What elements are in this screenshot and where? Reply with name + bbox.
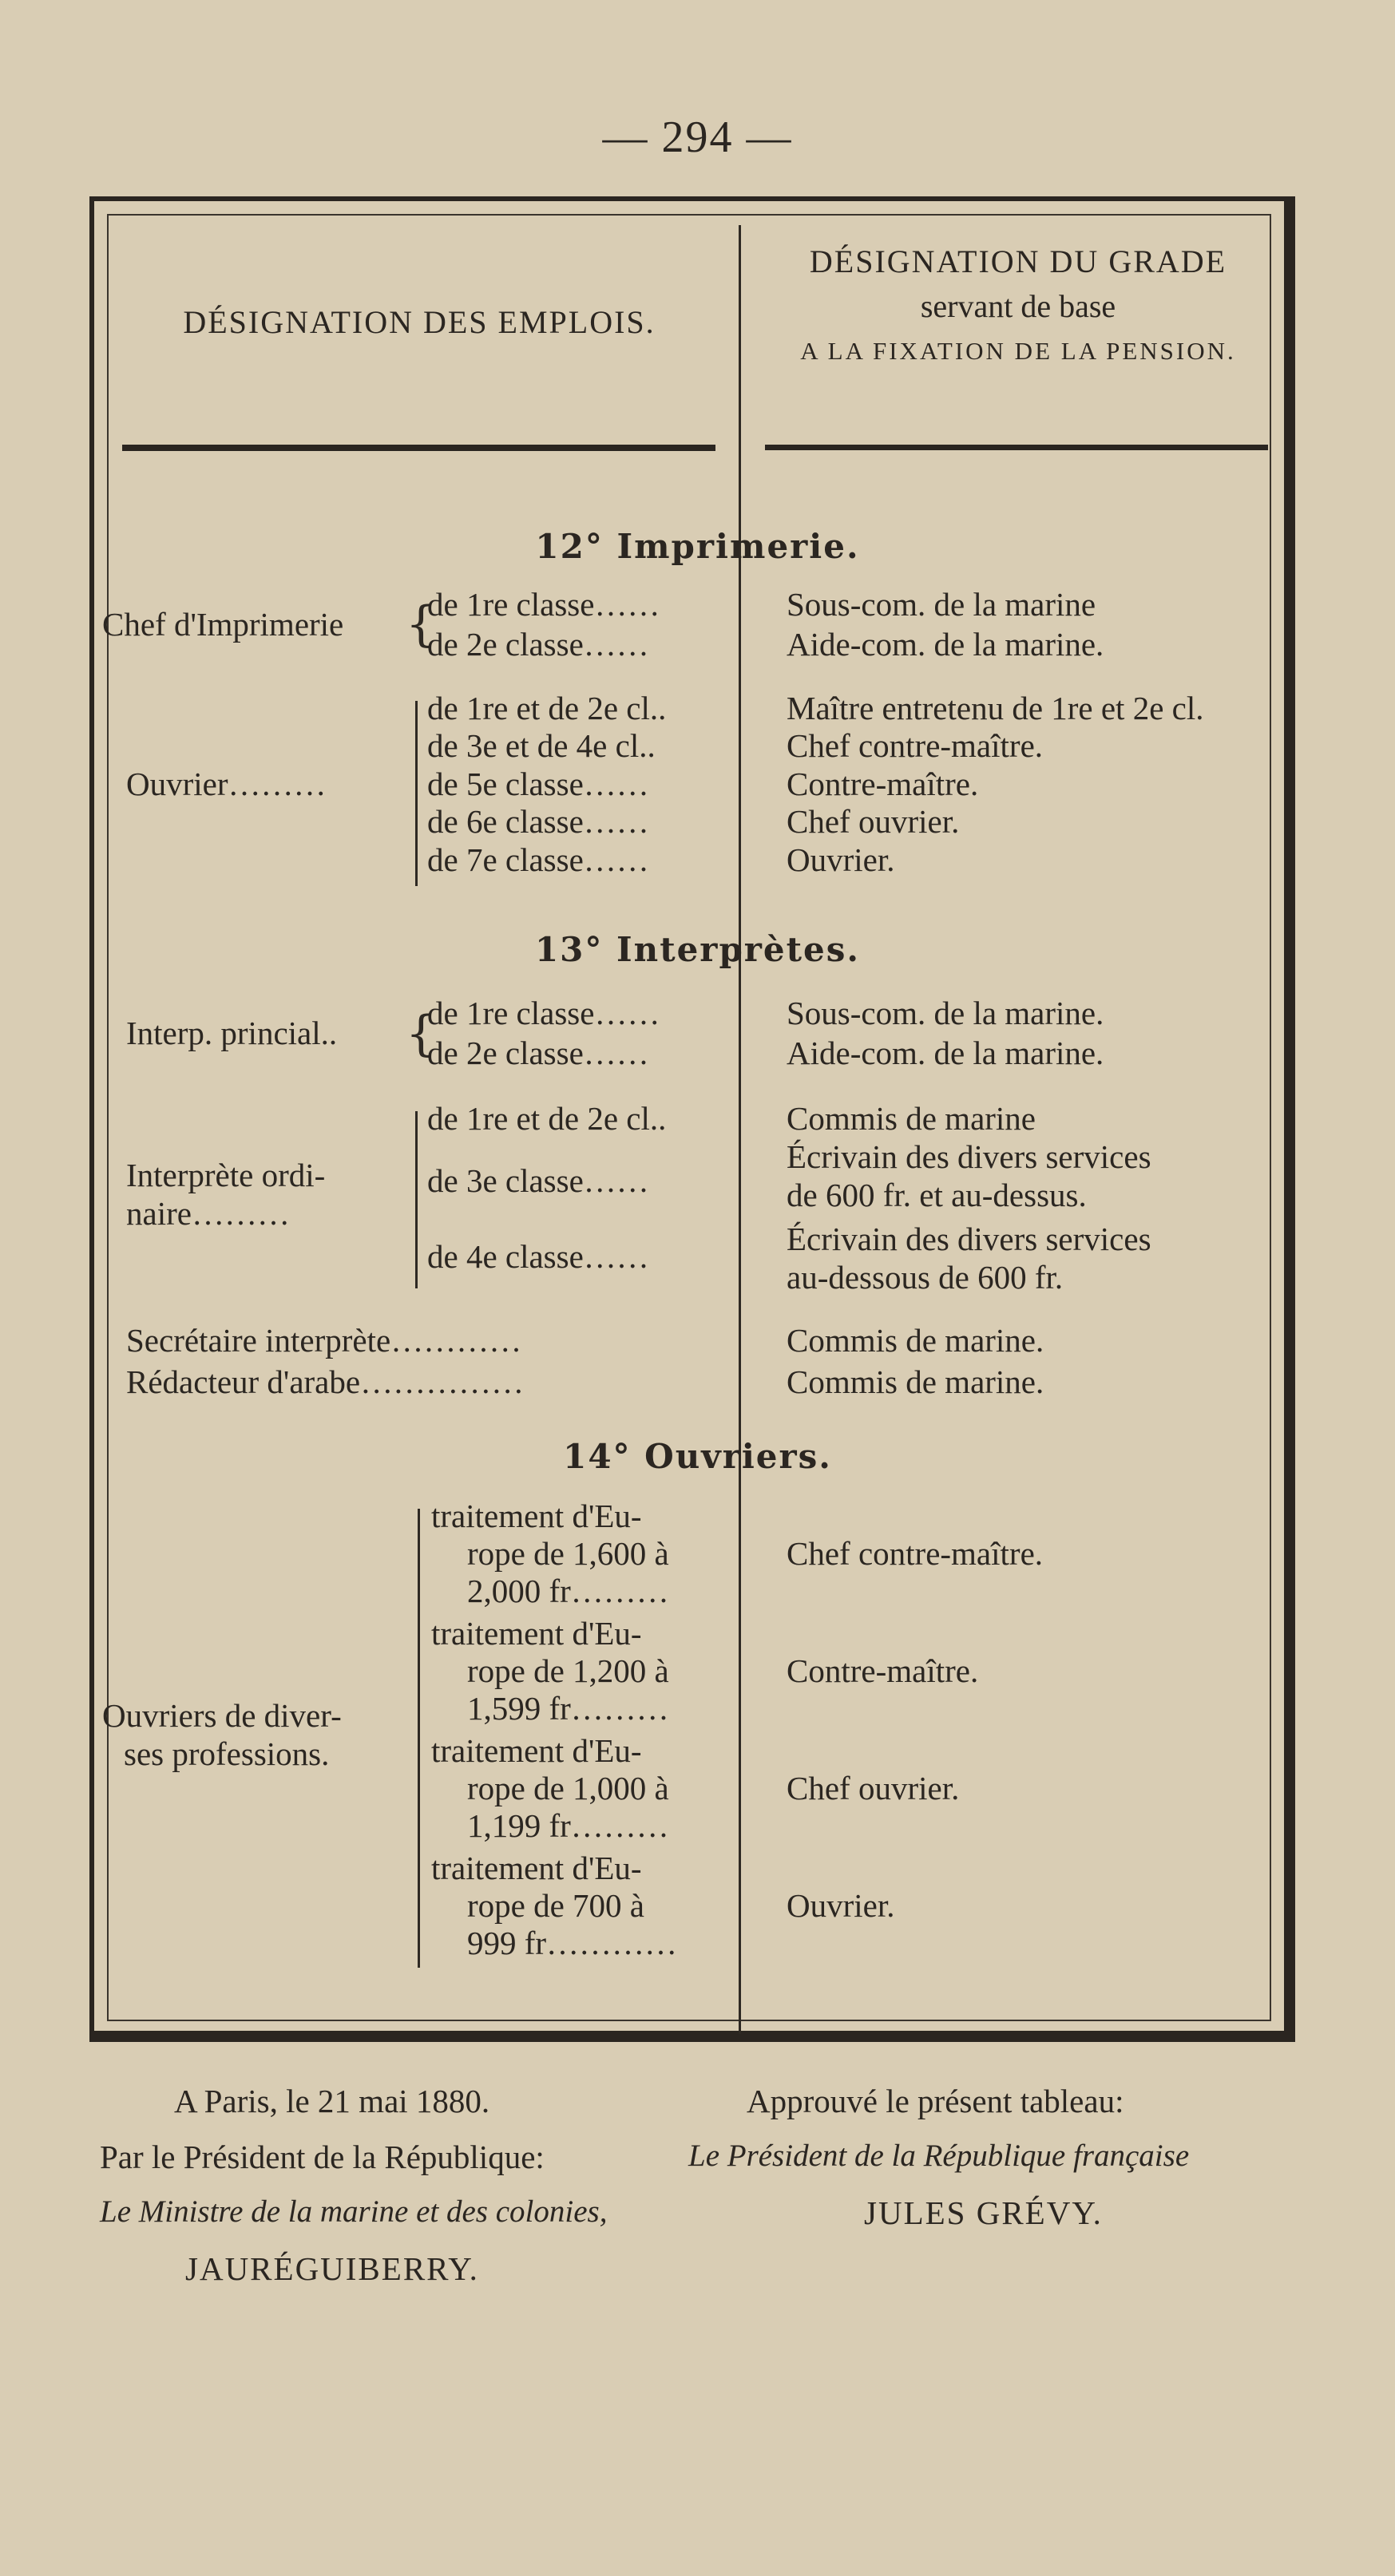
traitement-text: 1,599 fr……… (467, 1690, 669, 1727)
traitement-text: 1,199 fr……… (467, 1807, 669, 1844)
footer-approved: Approuvé le présent tableau: (747, 2083, 1124, 2119)
page-number: — 294 — (602, 113, 793, 162)
class-label: de 1re classe…… (427, 586, 660, 623)
footer-president-name: JULES GRÉVY. (864, 2194, 1103, 2231)
header-left: DÉSIGNATION DES EMPLOIS. (183, 304, 656, 340)
brace: { (406, 1006, 437, 1062)
grade-label: Chef contre-maître. (787, 1535, 1044, 1572)
grade-label: Écrivain des divers services (787, 1138, 1151, 1175)
traitement-text: traitement d'Eu- (431, 1498, 642, 1534)
ouvrier-label: Ouvrier……… (126, 766, 327, 802)
traitement-text: rope de 1,600 à (467, 1535, 669, 1572)
header-right-line3: A LA FIXATION DE LA PENSION. (800, 337, 1236, 365)
class-label: de 7e classe…… (427, 841, 649, 878)
grade-label: Commis de marine (787, 1100, 1036, 1137)
grade-label: Aide-com. de la marine. (787, 626, 1104, 663)
grade-label: Chef ouvrier. (787, 803, 960, 840)
traitement-text: rope de 1,200 à (467, 1652, 669, 1689)
grade-label: au-dessous de 600 fr. (787, 1259, 1064, 1296)
ouvriers-label: Ouvriers de diver- (102, 1697, 342, 1734)
grade-label: Aide-com. de la marine. (787, 1035, 1104, 1071)
class-label: de 1re classe…… (427, 995, 660, 1031)
footer-president-title: Le Président de la République française (688, 2139, 1190, 2173)
grade-label: Maître entretenu de 1re et 2e cl. (787, 690, 1204, 726)
interprete-ordinaire-label: Interprète ordi- (126, 1157, 326, 1193)
footer-minister-name: JAURÉGUIBERRY. (185, 2250, 479, 2287)
header-rule-left (122, 445, 715, 451)
class-label: de 5e classe…… (427, 766, 649, 802)
class-label: de 3e et de 4e cl.. (427, 727, 656, 764)
interprete-principal-label: Interp. princial.. (126, 1015, 338, 1051)
section-title-ouvriers: 14° Ouvriers. (563, 1437, 832, 1476)
ouvriers-label-cont: ses professions. (124, 1735, 330, 1772)
grade-label: Ouvrier. (787, 841, 895, 878)
grade-label: Écrivain des divers services (787, 1221, 1151, 1257)
grade-label: Commis de marine. (787, 1322, 1044, 1359)
column-divider (739, 225, 741, 2034)
header-right (747, 239, 1290, 374)
grade-label: Chef ouvrier. (787, 1770, 960, 1806)
grade-label: Contre-maître. (787, 1652, 979, 1689)
interprete-ordinaire-label-cont: naire……… (126, 1195, 290, 1232)
class-label: de 3e classe…… (427, 1162, 649, 1199)
traitement-text: 2,000 fr……… (467, 1573, 669, 1609)
class-label: de 1re et de 2e cl.. (427, 690, 667, 726)
chef-imprimerie-label: Chef d'Imprimerie (102, 606, 344, 643)
traitement-text: traitement d'Eu- (431, 1732, 642, 1769)
brace: { (406, 596, 437, 652)
header-right-line2: servant de base (920, 288, 1116, 324)
footer-by-president: Par le Président de la République: (100, 2139, 545, 2175)
grade-label: Commis de marine. (787, 1363, 1044, 1400)
traitement-text: traitement d'Eu- (431, 1850, 642, 1886)
class-label: de 2e classe…… (427, 1035, 649, 1071)
class-label: de 2e classe…… (427, 626, 649, 663)
bracket-bar (418, 1509, 420, 1968)
class-label: de 4e classe…… (427, 1238, 649, 1275)
traitement-text: rope de 1,000 à (467, 1770, 669, 1806)
traitement-text: traitement d'Eu- (431, 1615, 642, 1652)
footer-place-date: A Paris, le 21 mai 1880. (174, 2083, 490, 2119)
grade-label: Sous-com. de la marine. (787, 995, 1104, 1031)
grade-label: Ouvrier. (787, 1887, 895, 1924)
class-label: de 1re et de 2e cl.. (427, 1100, 667, 1137)
bracket-bar (415, 701, 418, 886)
section-title-interpretes: 13° Interprètes. (534, 930, 861, 969)
traitement-text: 999 fr………… (467, 1925, 678, 1961)
grade-label: de 600 fr. et au-dessus. (787, 1177, 1087, 1213)
class-label: de 6e classe…… (427, 803, 649, 840)
header-right-line1: DÉSIGNATION DU GRADE (809, 243, 1227, 279)
grade-label: Sous-com. de la marine (787, 586, 1096, 623)
traitement-text: rope de 700 à (467, 1887, 644, 1924)
grade-label: Chef contre-maître. (787, 727, 1044, 764)
secretaire-label: Secrétaire interprète………… (126, 1322, 522, 1359)
footer-minister-title: Le Ministre de la marine et des colonies, (100, 2194, 608, 2229)
header-rule-right (765, 445, 1268, 450)
section-title-imprimerie: 12° Imprimerie. (535, 527, 860, 566)
bracket-bar (415, 1111, 418, 1288)
grade-label: Contre-maître. (787, 766, 979, 802)
redacteur-label: Rédacteur d'arabe…………… (126, 1363, 525, 1400)
